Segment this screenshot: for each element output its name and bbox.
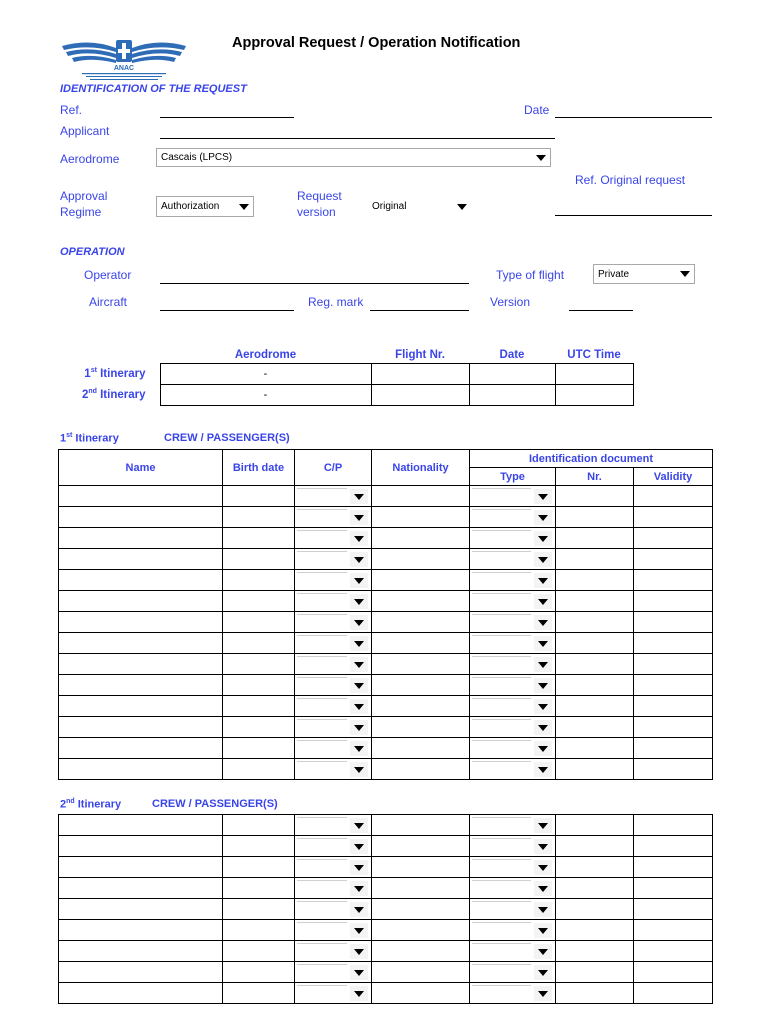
cp-dropdown[interactable]	[295, 941, 372, 962]
name-cell[interactable]	[59, 675, 223, 696]
aircraft-field[interactable]	[160, 310, 294, 311]
crew1-itinerary-label: 1st Itinerary	[60, 432, 119, 445]
id-type-dropdown[interactable]	[470, 591, 556, 612]
cp-dropdown[interactable]	[295, 654, 372, 675]
col-id-document: Identification document	[470, 450, 713, 468]
applicant-label: Applicant	[60, 124, 110, 138]
chevron-down-icon[interactable]	[534, 965, 552, 980]
id-type-dropdown[interactable]	[470, 696, 556, 717]
table-row	[59, 675, 713, 696]
name-cell[interactable]	[59, 836, 223, 857]
chevron-down-icon[interactable]	[534, 594, 552, 609]
id-nr-cell[interactable]	[556, 528, 634, 549]
cp-dropdown[interactable]	[295, 591, 372, 612]
name-cell[interactable]	[59, 941, 223, 962]
crew2-table	[58, 814, 713, 1004]
nationality-cell[interactable]	[372, 738, 470, 759]
crew1-title: CREW / PASSENGER(S)	[164, 432, 290, 444]
request-version-label: Request version	[297, 189, 342, 219]
name-cell[interactable]	[59, 815, 223, 836]
chevron-down-icon[interactable]	[350, 881, 368, 896]
table-row	[58, 384, 633, 405]
id-type-dropdown[interactable]	[470, 738, 556, 759]
date-field[interactable]	[555, 117, 712, 118]
birth-date-cell[interactable]	[223, 612, 295, 633]
nationality-cell[interactable]	[372, 878, 470, 899]
chevron-down-icon[interactable]	[350, 510, 368, 525]
chevron-down-icon[interactable]	[350, 965, 368, 980]
id-type-dropdown[interactable]	[470, 570, 556, 591]
validity-cell[interactable]	[634, 920, 713, 941]
birth-date-cell[interactable]	[223, 815, 295, 836]
table-row	[59, 696, 713, 717]
id-nr-cell[interactable]	[556, 549, 634, 570]
cp-dropdown[interactable]	[295, 738, 372, 759]
date-cell[interactable]	[469, 363, 555, 384]
name-cell[interactable]	[59, 738, 223, 759]
chevron-down-icon[interactable]	[534, 986, 552, 1001]
validity-cell[interactable]	[634, 717, 713, 738]
chevron-down-icon[interactable]	[534, 944, 552, 959]
birth-date-cell[interactable]	[223, 836, 295, 857]
chevron-down-icon[interactable]	[534, 489, 552, 504]
chevron-down-icon[interactable]	[534, 552, 552, 567]
chevron-down-icon[interactable]	[350, 531, 368, 546]
id-nr-cell[interactable]	[556, 696, 634, 717]
cp-dropdown[interactable]	[295, 899, 372, 920]
nationality-cell[interactable]	[372, 528, 470, 549]
type-of-flight-value: Private	[598, 268, 630, 280]
birth-date-cell[interactable]	[223, 983, 295, 1004]
table-row	[59, 878, 713, 899]
birth-date-cell[interactable]	[223, 920, 295, 941]
id-nr-cell[interactable]	[556, 633, 634, 654]
table-row	[59, 549, 713, 570]
col-aerodrome: Aerodrome	[234, 348, 297, 361]
col-type: Type	[470, 468, 556, 486]
name-cell[interactable]	[59, 654, 223, 675]
table-row	[59, 570, 713, 591]
chevron-down-icon[interactable]	[350, 489, 368, 504]
request-version-value: Original	[372, 201, 407, 212]
chevron-down-icon[interactable]	[534, 839, 552, 854]
chevron-down-icon[interactable]	[534, 699, 552, 714]
ref-field[interactable]	[160, 117, 294, 118]
chevron-down-icon[interactable]	[350, 594, 368, 609]
page-title: Approval Request / Operation Notification	[232, 35, 521, 51]
cp-dropdown[interactable]	[295, 920, 372, 941]
cp-dropdown[interactable]	[295, 612, 372, 633]
chevron-down-icon[interactable]	[534, 923, 552, 938]
id-type-dropdown[interactable]	[470, 836, 556, 857]
reg-mark-field[interactable]	[370, 310, 469, 311]
name-cell[interactable]	[59, 507, 223, 528]
table-row	[59, 759, 713, 780]
chevron-down-icon[interactable]	[350, 839, 368, 854]
id-nr-cell[interactable]	[556, 941, 634, 962]
chevron-down-icon[interactable]	[350, 986, 368, 1001]
cp-dropdown[interactable]	[295, 983, 372, 1004]
aerodrome-label: Aerodrome	[60, 152, 120, 166]
chevron-down-icon[interactable]	[534, 860, 552, 875]
id-type-dropdown[interactable]	[470, 717, 556, 738]
chevron-down-icon[interactable]	[350, 923, 368, 938]
col-birth-date: Birth date	[223, 450, 295, 486]
id-nr-cell[interactable]	[556, 899, 634, 920]
id-type-dropdown[interactable]	[470, 857, 556, 878]
id-type-dropdown[interactable]	[470, 528, 556, 549]
name-cell[interactable]	[59, 962, 223, 983]
id-nr-cell[interactable]	[556, 612, 634, 633]
chevron-down-icon[interactable]	[534, 636, 552, 651]
id-type-dropdown[interactable]	[470, 675, 556, 696]
chevron-down-icon[interactable]	[534, 881, 552, 896]
operator-field[interactable]	[160, 283, 469, 284]
validity-cell[interactable]	[634, 486, 713, 507]
name-cell[interactable]	[59, 549, 223, 570]
chevron-down-icon[interactable]	[534, 818, 552, 833]
col-flight-nr: Flight Nr.	[395, 348, 445, 361]
name-cell[interactable]	[59, 696, 223, 717]
chevron-down-icon[interactable]	[350, 678, 368, 693]
table-row	[59, 507, 713, 528]
type-of-flight-label: Type of flight	[496, 268, 565, 282]
birth-date-cell[interactable]	[223, 857, 295, 878]
name-cell[interactable]	[59, 920, 223, 941]
aerodrome-value: Cascais (LPCS)	[161, 152, 233, 163]
id-nr-cell[interactable]	[556, 759, 634, 780]
name-cell[interactable]	[59, 759, 223, 780]
birth-date-cell[interactable]	[223, 759, 295, 780]
validity-cell[interactable]	[634, 696, 713, 717]
itinerary-table	[58, 347, 634, 406]
id-nr-cell[interactable]	[556, 962, 634, 983]
id-nr-cell[interactable]	[556, 591, 634, 612]
chevron-down-icon	[536, 155, 546, 161]
table-row	[59, 920, 713, 941]
id-type-dropdown[interactable]	[470, 920, 556, 941]
id-nr-cell[interactable]	[556, 486, 634, 507]
reg-mark-label: Reg. mark	[308, 295, 364, 309]
birth-date-cell[interactable]	[223, 507, 295, 528]
chevron-down-icon[interactable]	[350, 944, 368, 959]
table-row	[59, 899, 713, 920]
chevron-down-icon	[239, 204, 249, 210]
crew1-table	[58, 449, 713, 780]
table-row	[59, 633, 713, 654]
table-row	[59, 486, 713, 507]
ref-original-label: Ref. Original request	[575, 173, 686, 187]
chevron-down-icon[interactable]	[350, 636, 368, 651]
id-nr-cell[interactable]	[556, 717, 634, 738]
id-nr-cell[interactable]	[556, 675, 634, 696]
table-row	[59, 528, 713, 549]
id-type-dropdown[interactable]	[470, 983, 556, 1004]
cp-dropdown[interactable]	[295, 486, 372, 507]
id-type-dropdown[interactable]	[470, 759, 556, 780]
chevron-down-icon[interactable]	[534, 741, 552, 756]
validity-cell[interactable]	[634, 507, 713, 528]
birth-date-cell[interactable]	[223, 591, 295, 612]
id-type-dropdown[interactable]	[470, 899, 556, 920]
cp-dropdown[interactable]	[295, 836, 372, 857]
id-type-dropdown[interactable]	[470, 878, 556, 899]
chevron-down-icon[interactable]	[534, 657, 552, 672]
birth-date-cell[interactable]	[223, 738, 295, 759]
nationality-cell[interactable]	[372, 920, 470, 941]
applicant-field[interactable]	[160, 138, 555, 139]
version-label: Version	[490, 295, 531, 309]
table-row	[59, 983, 713, 1004]
birth-date-cell[interactable]	[223, 962, 295, 983]
validity-cell[interactable]	[634, 857, 713, 878]
chevron-down-icon[interactable]	[350, 573, 368, 588]
id-type-dropdown[interactable]	[470, 507, 556, 528]
id-nr-cell[interactable]	[556, 738, 634, 759]
name-cell[interactable]	[59, 717, 223, 738]
ref-label: Ref.	[60, 103, 83, 117]
id-type-dropdown[interactable]	[470, 486, 556, 507]
cp-dropdown[interactable]	[295, 696, 372, 717]
logo-text: ANAC	[113, 65, 135, 72]
name-cell[interactable]	[59, 612, 223, 633]
birth-date-cell[interactable]	[223, 528, 295, 549]
nationality-cell[interactable]	[372, 633, 470, 654]
validity-cell[interactable]	[634, 759, 713, 780]
id-nr-cell[interactable]	[556, 983, 634, 1004]
validity-cell[interactable]	[634, 836, 713, 857]
cp-dropdown[interactable]	[295, 717, 372, 738]
birth-date-cell[interactable]	[223, 549, 295, 570]
cp-dropdown[interactable]	[295, 507, 372, 528]
chevron-down-icon[interactable]	[350, 902, 368, 917]
row-label: 2nd Itinerary	[81, 388, 146, 401]
chevron-down-icon[interactable]	[534, 762, 552, 777]
nationality-cell[interactable]	[372, 815, 470, 836]
col-utc-time: UTC Time	[567, 348, 621, 361]
name-cell[interactable]	[59, 633, 223, 654]
nationality-cell[interactable]	[372, 836, 470, 857]
validity-cell[interactable]	[634, 962, 713, 983]
id-nr-cell[interactable]	[556, 654, 634, 675]
table-row	[59, 654, 713, 675]
id-type-dropdown[interactable]	[470, 654, 556, 675]
birth-date-cell[interactable]	[223, 696, 295, 717]
version-field[interactable]	[569, 310, 633, 311]
validity-cell[interactable]	[634, 591, 713, 612]
chevron-down-icon	[457, 204, 467, 210]
id-type-dropdown[interactable]	[470, 633, 556, 654]
chevron-down-icon[interactable]	[350, 741, 368, 756]
nationality-cell[interactable]	[372, 962, 470, 983]
birth-date-cell[interactable]	[223, 941, 295, 962]
chevron-down-icon[interactable]	[350, 860, 368, 875]
name-cell[interactable]	[59, 570, 223, 591]
nationality-cell[interactable]	[372, 899, 470, 920]
crew2-title: CREW / PASSENGER(S)	[152, 798, 278, 810]
table-row	[59, 962, 713, 983]
approval-regime-dropdown[interactable]	[156, 196, 254, 217]
validity-cell[interactable]	[634, 738, 713, 759]
id-nr-cell[interactable]	[556, 815, 634, 836]
cp-dropdown[interactable]	[295, 633, 372, 654]
chevron-down-icon[interactable]	[534, 573, 552, 588]
nationality-cell[interactable]	[372, 507, 470, 528]
nationality-cell[interactable]	[372, 759, 470, 780]
operator-label: Operator	[84, 268, 132, 282]
aircraft-label: Aircraft	[89, 295, 128, 309]
col-validity: Validity	[634, 468, 713, 486]
nationality-cell[interactable]	[372, 983, 470, 1004]
aerodrome-cell[interactable]: -	[160, 384, 371, 405]
utc-time-cell[interactable]	[555, 363, 633, 384]
flight-nr-cell[interactable]	[371, 363, 469, 384]
table-row	[59, 717, 713, 738]
table-row	[59, 738, 713, 759]
chevron-down-icon[interactable]	[350, 615, 368, 630]
nationality-cell[interactable]	[372, 717, 470, 738]
table-row	[59, 815, 713, 836]
col-name: Name	[59, 450, 223, 486]
table-row	[59, 591, 713, 612]
name-cell[interactable]	[59, 591, 223, 612]
type-of-flight-dropdown[interactable]	[593, 264, 695, 284]
identification-section-title: IDENTIFICATION OF THE REQUEST	[60, 83, 247, 95]
operation-section-title: OPERATION	[60, 246, 125, 258]
chevron-down-icon[interactable]	[534, 531, 552, 546]
name-cell[interactable]	[59, 486, 223, 507]
validity-cell[interactable]	[634, 570, 713, 591]
chevron-down-icon[interactable]	[534, 678, 552, 693]
table-row	[59, 612, 713, 633]
chevron-down-icon[interactable]	[534, 510, 552, 525]
cp-dropdown[interactable]	[295, 815, 372, 836]
name-cell[interactable]	[59, 983, 223, 1004]
name-cell[interactable]	[59, 878, 223, 899]
table-row	[58, 363, 633, 384]
request-version-dropdown[interactable]	[368, 196, 471, 217]
name-cell[interactable]	[59, 528, 223, 549]
cp-dropdown[interactable]	[295, 570, 372, 591]
cp-dropdown[interactable]	[295, 528, 372, 549]
validity-cell[interactable]	[634, 654, 713, 675]
chevron-down-icon[interactable]	[350, 720, 368, 735]
approval-regime-value: Authorization	[161, 201, 220, 212]
approval-regime-label: Approval Regime	[60, 189, 108, 219]
birth-date-cell[interactable]	[223, 899, 295, 920]
chevron-down-icon[interactable]	[350, 818, 368, 833]
chevron-down-icon[interactable]	[534, 720, 552, 735]
utc-time-cell[interactable]	[555, 384, 633, 405]
table-row	[59, 941, 713, 962]
id-type-dropdown[interactable]	[470, 815, 556, 836]
chevron-down-icon[interactable]	[534, 902, 552, 917]
birth-date-cell[interactable]	[223, 675, 295, 696]
table-row	[59, 836, 713, 857]
birth-date-cell[interactable]	[223, 633, 295, 654]
cp-dropdown[interactable]	[295, 857, 372, 878]
cp-dropdown[interactable]	[295, 675, 372, 696]
nationality-cell[interactable]	[372, 696, 470, 717]
date-cell[interactable]	[469, 384, 555, 405]
nationality-cell[interactable]	[372, 612, 470, 633]
anac-logo	[60, 36, 188, 84]
aerodrome-cell[interactable]: -	[160, 363, 371, 384]
nationality-cell[interactable]	[372, 857, 470, 878]
nationality-cell[interactable]	[372, 941, 470, 962]
birth-date-cell[interactable]	[223, 654, 295, 675]
birth-date-cell[interactable]	[223, 570, 295, 591]
birth-date-cell[interactable]	[223, 717, 295, 738]
id-nr-cell[interactable]	[556, 878, 634, 899]
id-type-dropdown[interactable]	[470, 549, 556, 570]
chevron-down-icon[interactable]	[534, 615, 552, 630]
validity-cell[interactable]	[634, 941, 713, 962]
chevron-down-icon	[680, 271, 690, 277]
col-nationality: Nationality	[372, 450, 470, 486]
id-nr-cell[interactable]	[556, 920, 634, 941]
cp-dropdown[interactable]	[295, 549, 372, 570]
chevron-down-icon[interactable]	[350, 699, 368, 714]
col-nr: Nr.	[556, 468, 634, 486]
table-row	[59, 857, 713, 878]
validity-cell[interactable]	[634, 899, 713, 920]
cp-dropdown[interactable]	[295, 878, 372, 899]
cp-dropdown[interactable]	[295, 962, 372, 983]
chevron-down-icon[interactable]	[350, 657, 368, 672]
validity-cell[interactable]	[634, 633, 713, 654]
ref-original-field[interactable]	[555, 215, 712, 216]
nationality-cell[interactable]	[372, 486, 470, 507]
flight-nr-cell[interactable]	[371, 384, 469, 405]
aerodrome-dropdown[interactable]	[156, 148, 551, 167]
row-label: 1st Itinerary	[84, 367, 146, 380]
nationality-cell[interactable]	[372, 570, 470, 591]
validity-cell[interactable]	[634, 528, 713, 549]
birth-date-cell[interactable]	[223, 486, 295, 507]
cp-dropdown[interactable]	[295, 759, 372, 780]
id-type-dropdown[interactable]	[470, 612, 556, 633]
date-label: Date	[524, 103, 550, 117]
validity-cell[interactable]	[634, 878, 713, 899]
validity-cell[interactable]	[634, 983, 713, 1004]
id-nr-cell[interactable]	[556, 836, 634, 857]
nationality-cell[interactable]	[372, 675, 470, 696]
id-type-dropdown[interactable]	[470, 962, 556, 983]
id-type-dropdown[interactable]	[470, 941, 556, 962]
birth-date-cell[interactable]	[223, 878, 295, 899]
nationality-cell[interactable]	[372, 654, 470, 675]
name-cell[interactable]	[59, 857, 223, 878]
col-cp: C/P	[295, 450, 372, 486]
name-cell[interactable]	[59, 899, 223, 920]
id-nr-cell[interactable]	[556, 570, 634, 591]
nationality-cell[interactable]	[372, 591, 470, 612]
col-date: Date	[499, 348, 525, 361]
validity-cell[interactable]	[634, 675, 713, 696]
validity-cell[interactable]	[634, 612, 713, 633]
id-nr-cell[interactable]	[556, 507, 634, 528]
validity-cell[interactable]	[634, 549, 713, 570]
chevron-down-icon[interactable]	[350, 552, 368, 567]
chevron-down-icon[interactable]	[350, 762, 368, 777]
crew2-itinerary-label: 2nd Itinerary	[60, 798, 122, 811]
validity-cell[interactable]	[634, 815, 713, 836]
nationality-cell[interactable]	[372, 549, 470, 570]
id-nr-cell[interactable]	[556, 857, 634, 878]
